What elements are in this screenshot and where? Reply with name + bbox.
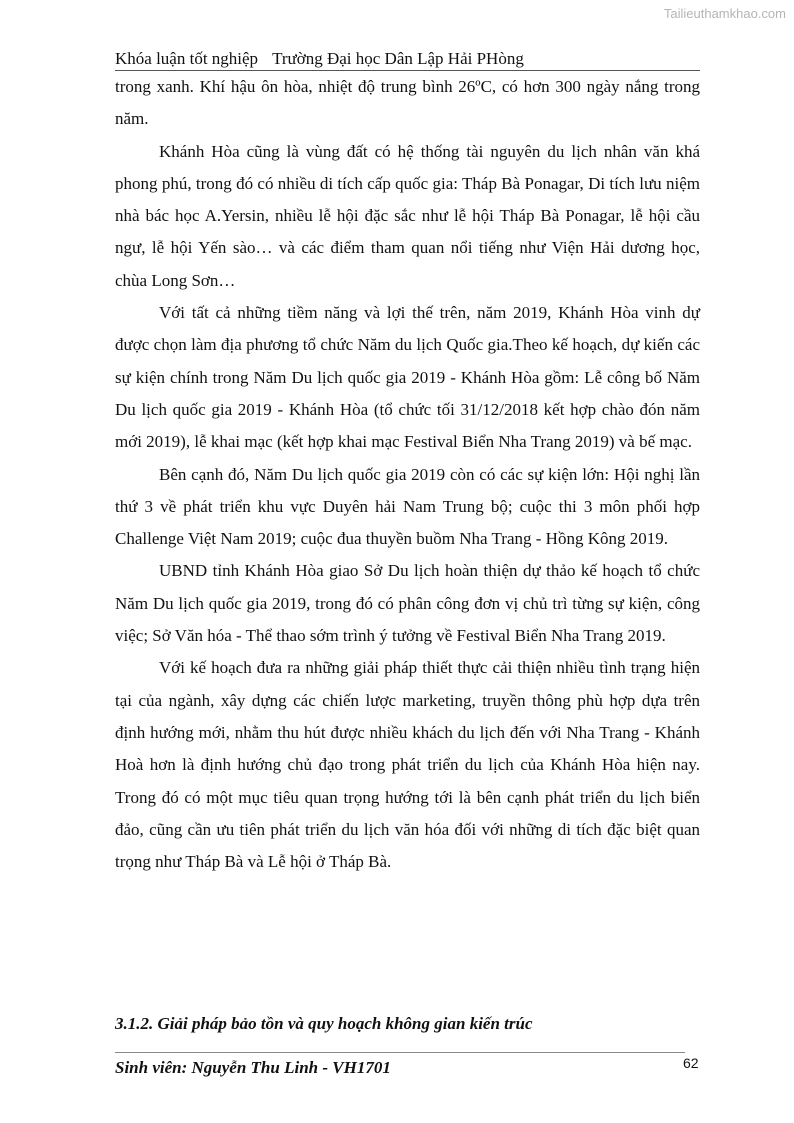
body-text xyxy=(115,71,700,878)
footer-divider xyxy=(115,1052,685,1053)
footer-author: Sinh viên: Nguyễn Thu Linh - VH1701 xyxy=(115,1058,391,1077)
paragraph: Bên cạnh đó, Năm Du lịch quốc gia 2019 còn có các sự kiện lớn: Hội nghị lần thứ 3 về phát triển khu vực Duyên hải Nam Trung bộ; cuộc thi 3 môn phối hợp Challenge Việt Nam 2019; cuộc đua thuyền buồm Nha Trang - Hồng Kông 2019. xyxy=(115,464,700,549)
paragraph-continuation: trong xanh. Khí hậu ôn hòa, nhiệt độ trung bình 26ºC, có hơn 300 ngày nắng trong năm. xyxy=(115,77,700,129)
watermark: Tailieuthamkhao.com xyxy=(663,6,786,21)
section-heading: 3.1.2. Giải pháp bảo tồn và quy hoạch không gian kiến trúc xyxy=(115,1014,533,1033)
paragraph: Với kế hoạch đưa ra những giải pháp thiết thực cải thiện nhiều tình trạng hiện tại của ngành, xây dựng các chiến lược marketing, truyền thông phù hợp dựa trên định hướng mới, nhằm thu hút được nhiều khách du lịch đến với Nha Trang - Khánh Hoà hơn là định hướng chủ đạo trong phát triển du lịch của Khánh Hòa hiện nay. Trong đó có một mục tiêu quan trọng hướng tới là bên cạnh phát triển du lịch biển đảo, cũng cần ưu tiên phát triển du lịch văn hóa đối với những di tích đặc biệt quan trọng như Tháp Bà và Lễ hội ở Tháp Bà. xyxy=(115,658,700,872)
page-number: 62 xyxy=(683,1055,699,1071)
page-header xyxy=(115,48,700,71)
header-school: Trường Đại học Dân Lập Hải PHòng xyxy=(272,49,524,68)
header-doc-type: Khóa luận tốt nghiệp xyxy=(115,49,259,68)
paragraph: Khánh Hòa cũng là vùng đất có hệ thống tài nguyên du lịch nhân văn khá phong phú, trong đó có nhiều di tích cấp quốc gia: Tháp Bà Ponagar, Di tích lưu niệm nhà bác học A.Yersin, nhiều lễ hội đặc sắc như lễ hội Tháp Bà Ponagar, lễ hội cầu ngư, lễ hội Yến sào… và các điểm tham quan nổi tiếng như Viện Hải dương học, chùa Long Sơn… xyxy=(115,141,700,290)
paragraph: Với tất cả những tiềm năng và lợi thế trên, năm 2019, Khánh Hòa vinh dự được chọn làm địa phương tổ chức Năm du lịch Quốc gia.Theo kế hoạch, dự kiến các sự kiện chính trong Năm Du lịch quốc gia 2019 - Khánh Hòa gồm: Lễ công bố Năm Du lịch quốc gia 2019 - Khánh Hòa (tổ chức tối 31/12/2018 kết hợp chào đón năm mới 2019), lễ khai mạc (kết hợp khai mạc Festival Biển Nha Trang 2019) và bế mạc. xyxy=(115,303,700,452)
paragraph: UBND tỉnh Khánh Hòa giao Sở Du lịch hoàn thiện dự thảo kế hoạch tổ chức Năm Du lịch quốc gia 2019, trong đó có phân công đơn vị chủ trì từng sự kiện, công việc; Sở Văn hóa - Thể thao sớm trình ý tưởng về Festival Biển Nha Trang 2019. xyxy=(115,561,700,646)
